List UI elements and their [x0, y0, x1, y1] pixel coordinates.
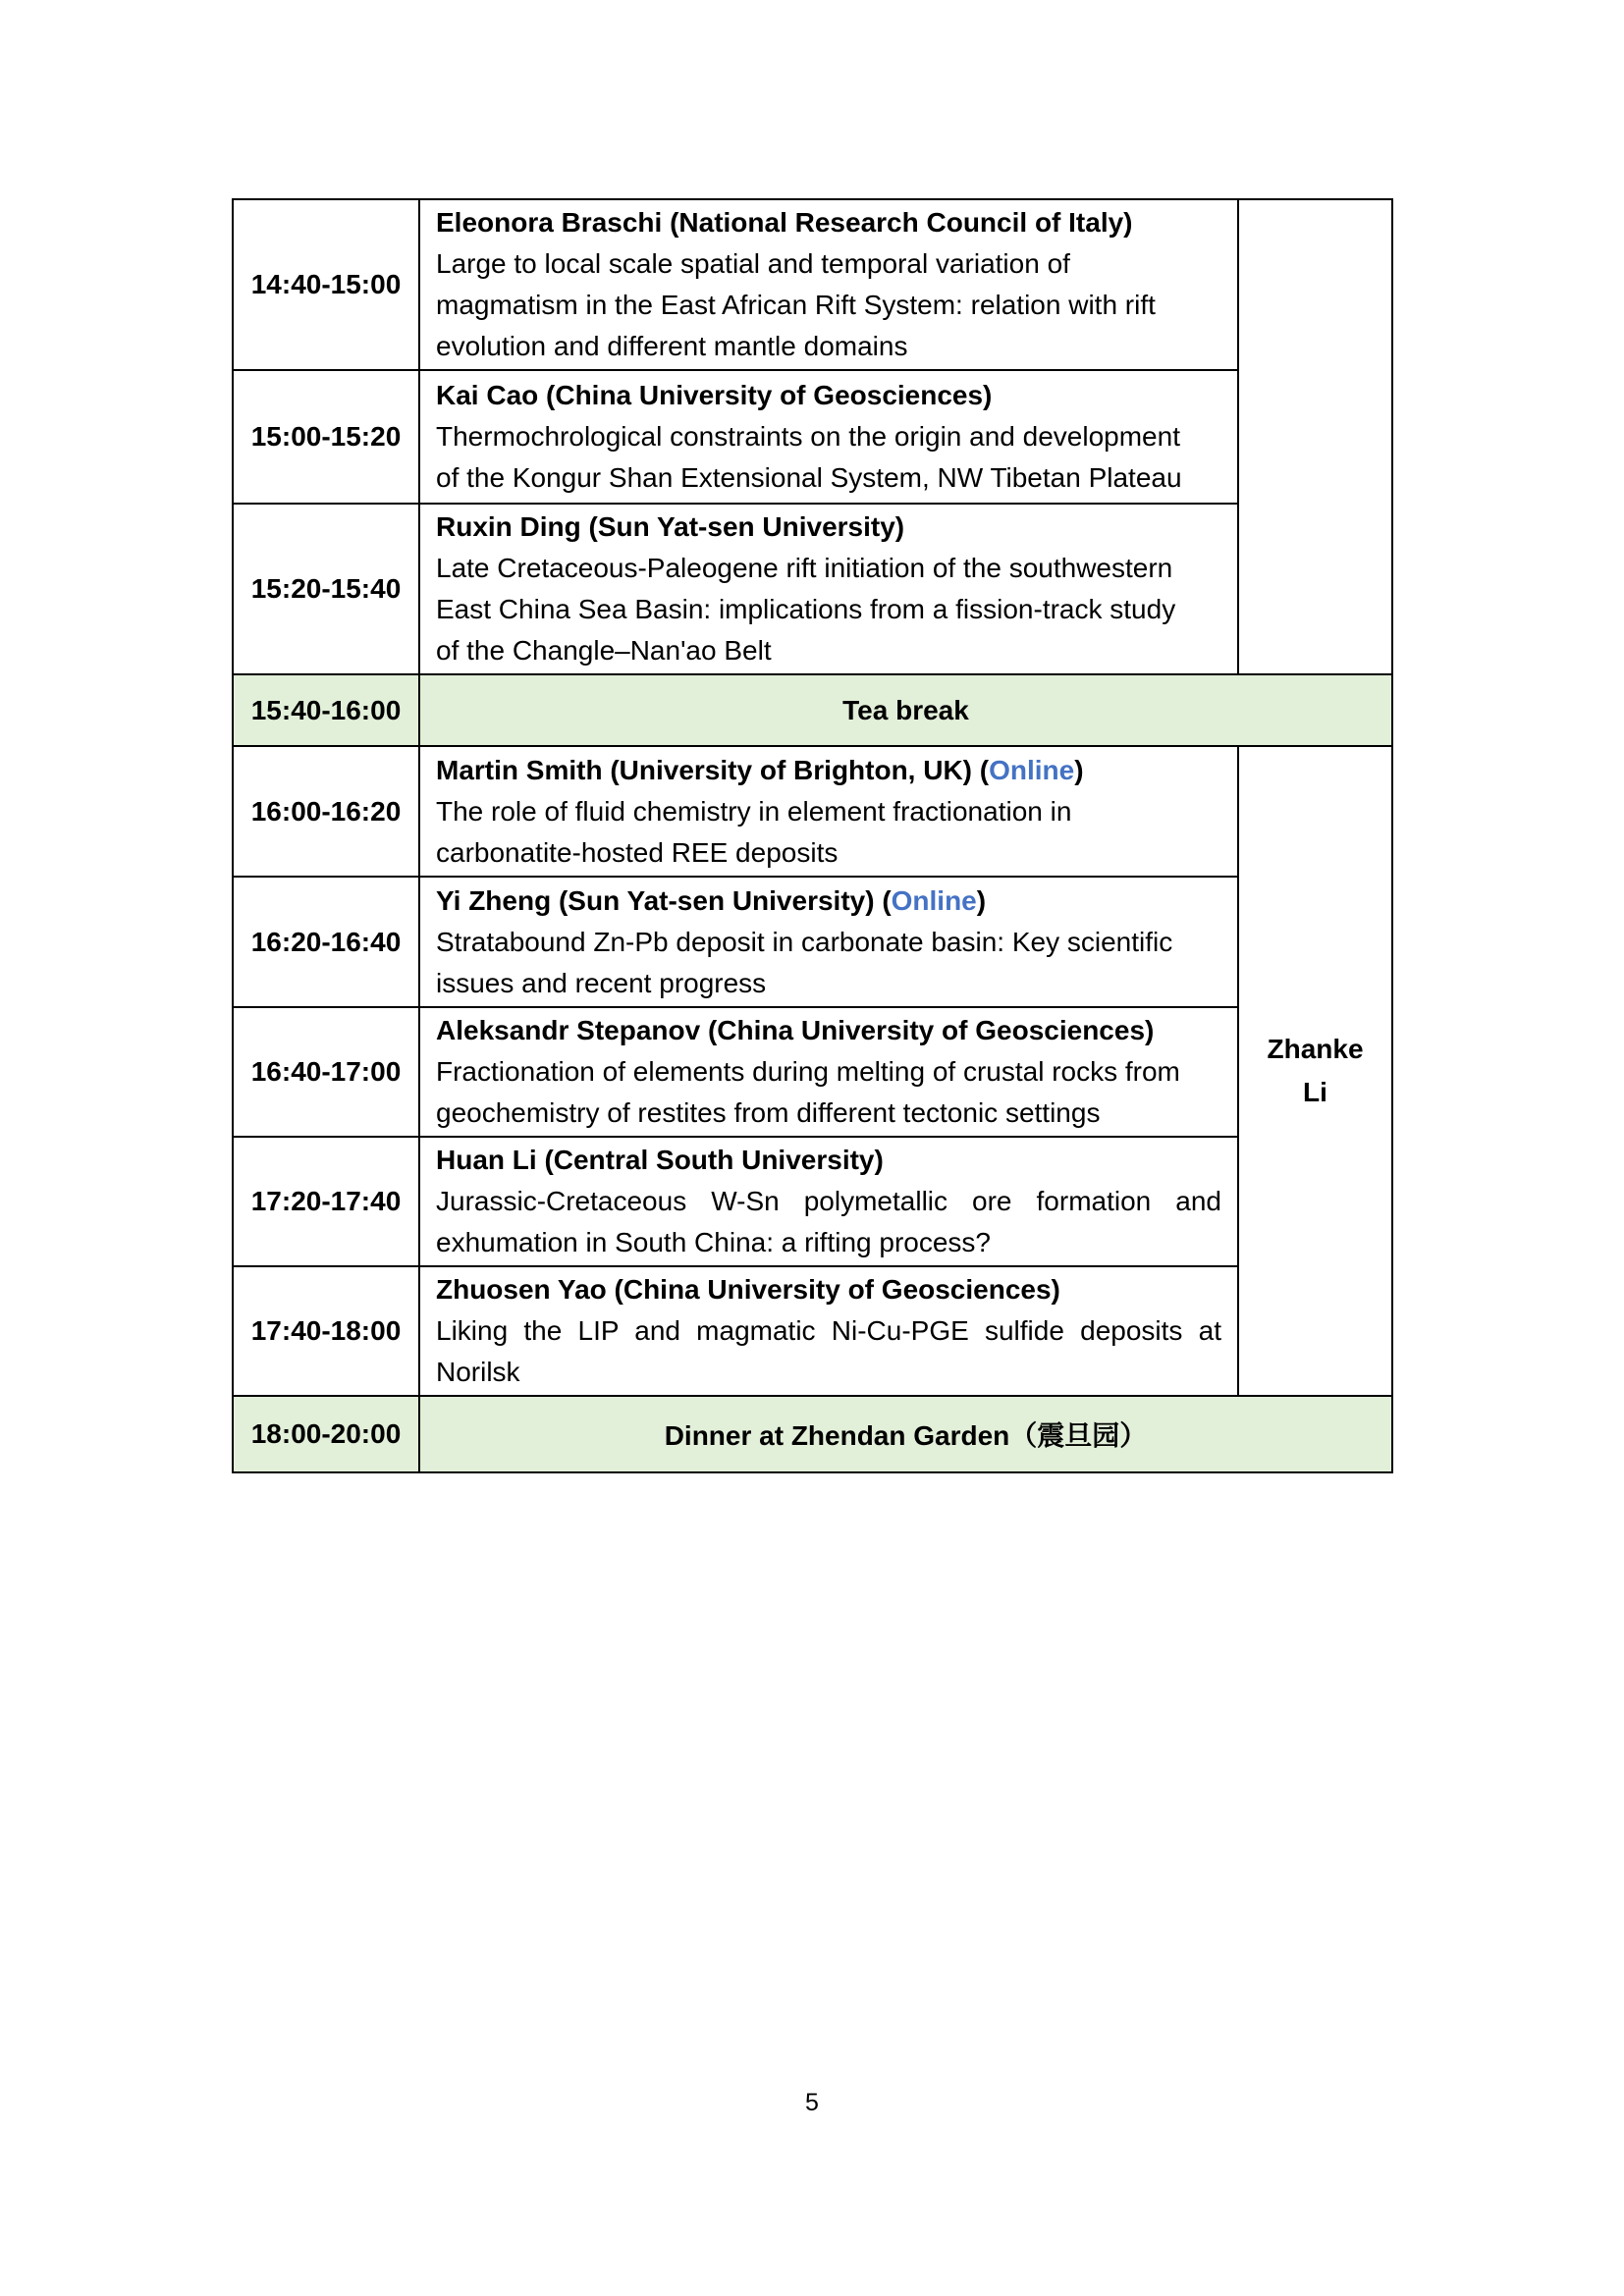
time-cell: 14:40-15:00	[233, 199, 419, 370]
time-cell: 17:20-17:40	[233, 1137, 419, 1266]
time-cell: 15:00-15:20	[233, 370, 419, 504]
time-cell: 16:40-17:00	[233, 1007, 419, 1137]
session-cell	[419, 504, 1238, 674]
schedule-table	[232, 198, 1393, 1473]
session-cell	[419, 1266, 1238, 1396]
schedule-row	[233, 1137, 1392, 1266]
speaker-name: Ruxin Ding (Sun Yat-sen University)	[436, 511, 905, 542]
chair-cell	[1238, 746, 1392, 1396]
speaker-name	[436, 881, 1221, 922]
online-link[interactable]: Online	[891, 884, 977, 916]
chair-name: Zhanke	[1267, 1034, 1364, 1064]
talk-title-line: of the Changle–Nan'ao Belt	[436, 635, 772, 666]
time-cell: 16:20-16:40	[233, 877, 419, 1007]
schedule-row	[233, 746, 1392, 877]
schedule-row	[233, 504, 1392, 674]
talk-title-line: of the Kongur Shan Extensional System, NW Tibetan Plateau	[436, 462, 1182, 493]
page-number: 5	[805, 2089, 819, 2116]
schedule-row	[233, 1266, 1392, 1396]
session-cell	[419, 370, 1238, 504]
time-cell: 15:40-16:00	[233, 674, 419, 746]
speaker-name	[436, 750, 1221, 791]
speaker-name-text: Martin Smith (University of Brighton, UK) (	[436, 754, 990, 785]
session-cell	[419, 1007, 1238, 1137]
session-cell	[419, 877, 1238, 1007]
speaker-name: Zhuosen Yao (China University of Geosciences)	[436, 1274, 1060, 1305]
session-cell	[419, 746, 1238, 877]
talk-title-line: East China Sea Basin: implications from a fission-track study	[436, 594, 1176, 624]
talk-title-line: Late Cretaceous-Paleogene rift initiation of the southwestern	[436, 553, 1173, 583]
talk-title-line: Stratabound Zn-Pb deposit in carbonate basin: Key scientific	[436, 926, 1173, 957]
speaker-name-text: Yi Zheng (Sun Yat-sen University) (	[436, 884, 892, 916]
talk-title-line: issues and recent progress	[436, 967, 767, 998]
talk-title-line: geochemistry of restites from different tectonic settings	[436, 1097, 1101, 1128]
talk-title-line: Liking the LIP and magmatic Ni-Cu-PGE sulfide deposits at	[436, 1315, 1221, 1346]
schedule-row	[233, 370, 1392, 504]
session-cell	[419, 199, 1238, 370]
speaker-name: Kai Cao (China University of Geosciences)	[436, 380, 993, 410]
time-cell: 17:40-18:00	[233, 1266, 419, 1396]
speaker-name: Huan Li (Central South University)	[436, 1145, 884, 1175]
chair-cell-empty	[1238, 199, 1392, 674]
schedule-row	[233, 199, 1392, 370]
time-cell: 15:20-15:40	[233, 504, 419, 674]
tea-break-row	[233, 674, 1392, 746]
talk-title-line: Large to local scale spatial and temporal variation of	[436, 248, 1070, 279]
time-cell: 16:00-16:20	[233, 746, 419, 877]
schedule-row	[233, 1007, 1392, 1137]
speaker-name: Aleksandr Stepanov (China University of Geosciences)	[436, 1015, 1155, 1045]
talk-title-line: exhumation in South China: a rifting process?	[436, 1227, 991, 1257]
talk-title-line: Thermochrological constraints on the origin and development	[436, 421, 1180, 452]
time-cell: 18:00-20:00	[233, 1396, 419, 1472]
dinner-label: Dinner at Zhendan Garden（震旦园）	[419, 1396, 1392, 1472]
speaker-name-text: )	[976, 884, 987, 916]
tea-break-label: Tea break	[419, 674, 1392, 746]
online-link[interactable]: Online	[989, 754, 1075, 785]
session-cell	[419, 1137, 1238, 1266]
talk-title-line: Jurassic-Cretaceous W-Sn polymetallic ore formation and	[436, 1186, 1221, 1216]
speaker-name-text: )	[1074, 754, 1084, 785]
chair-name: Li	[1303, 1077, 1327, 1107]
talk-title-line: Norilsk	[436, 1357, 520, 1387]
schedule-row	[233, 877, 1392, 1007]
speaker-name: Eleonora Braschi (National Research Council of Italy)	[436, 207, 1133, 238]
talk-title-line: evolution and different mantle domains	[436, 331, 908, 361]
talk-title-line: The role of fluid chemistry in element fractionation in	[436, 795, 1072, 827]
talk-title-line: carbonatite-hosted REE deposits	[436, 836, 839, 868]
talk-title-line: magmatism in the East African Rift System: relation with rift	[436, 290, 1156, 320]
dinner-row	[233, 1396, 1392, 1472]
talk-title-line: Fractionation of elements during melting of crustal rocks from	[436, 1056, 1180, 1087]
